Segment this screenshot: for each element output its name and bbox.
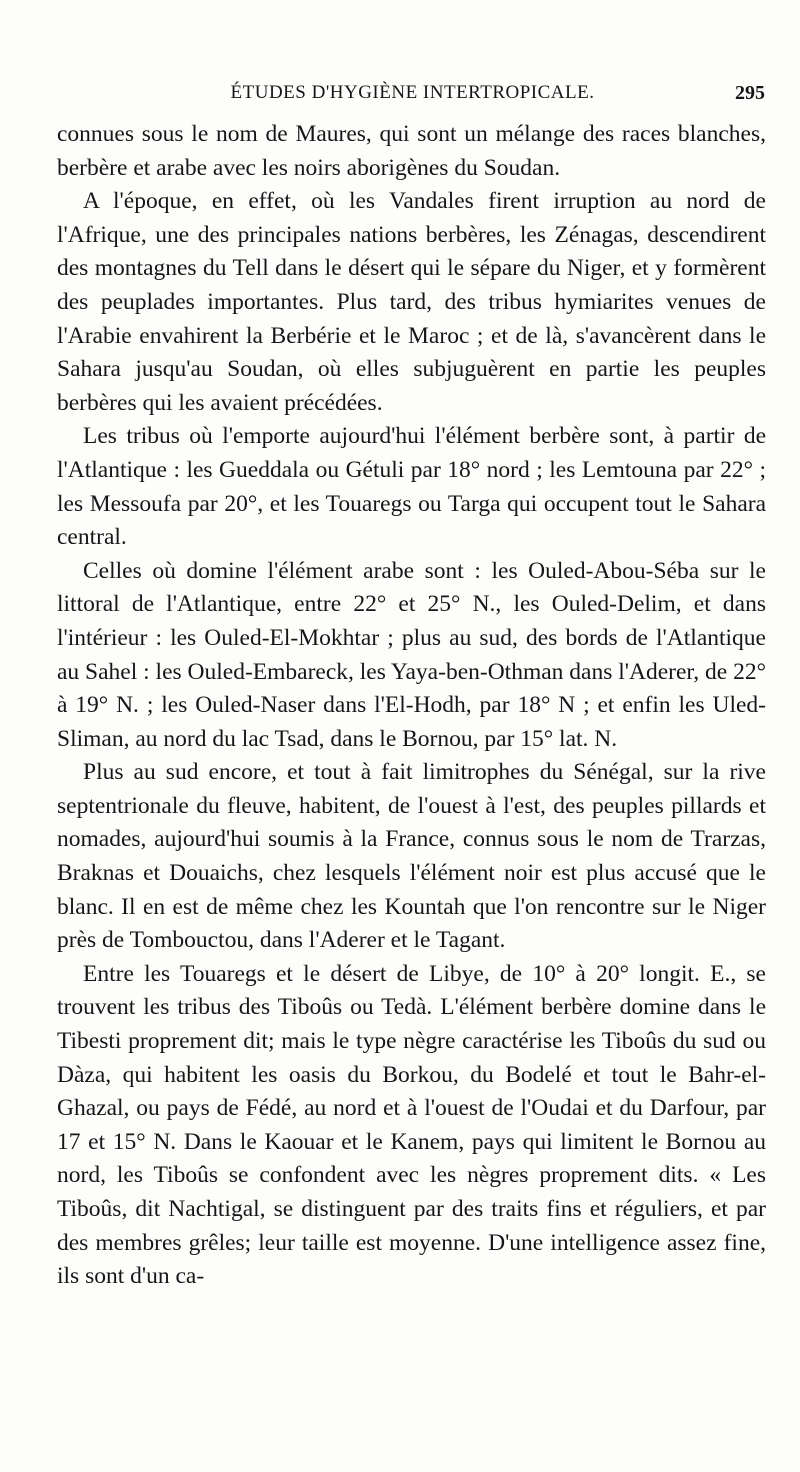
paragraph-5: Plus au sud encore, et tout à fait limitrophes du Sénégal, sur la rive septentrionale du fleuve, habitent, de l'ouest à l'est, des peuples pillards et nomades, aujourd'hui soumis à la France, connus sous le nom de Trarzas, Braknas et Douaichs, chez lesquels l'élément noir est plus accusé que le blanc. Il en est de même chez les Kountah que l'on rencontre sur le Niger près de Tombouctou, dans l'Aderer et le Tagant. <box>57 759 766 954</box>
running-title: ÉTUDES D'HYGIÈNE INTERTROPICALE. <box>230 82 595 103</box>
paragraph-4: Celles où domine l'élément arabe sont : les Ouled-Abou-Séba sur le littoral de l'Atlantique, entre 22° et 25° N., les Ouled-Delim, et dans l'intérieur : les Ouled-El-Mokhtar ; plus au sud, des bords de l'Atlantique au Sahel : les Ouled-Embareck, les Yaya-ben-Othman dans l'Aderer, de 22° à 19° N. ; les Ouled-Naser dans l'El-Hodh, par 18° N ; et enfin les Uled-Sliman, au nord du lac Tsad, dans le Bornou, par 15° lat. N. <box>57 557 766 752</box>
running-head <box>60 78 765 108</box>
paragraph-2: A l'époque, en effet, où les Vandales firent irruption au nord de l'Afrique, une des principales nations berbères, les Zénagas, descendirent des montagnes du Tell dans le désert qui le sépare du Niger, et y formèrent des peuplades importantes. Plus tard, des tribus hymiarites venues de l'Arabie envahirent la Berbérie et le Maroc ; et de là, s'avancèrent dans le Sahara jusqu'au Soudan, où elles subjuguèrent en partie les peuples berbères qui les avaient précédées. <box>57 188 766 416</box>
page-number: 295 <box>735 82 765 104</box>
paragraph-6: Entre les Touaregs et le désert de Libye, de 10° à 20° longit. E., se trouvent les tribus des Tiboûs ou Tedà. L'élément berbère domine dans le Tibesti proprement dit; mais le type nègre caractérise les Tiboûs du sud ou Dàza, qui habitent les oasis du Borkou, du Bodelé et tout le Bahr-el-Ghazal, ou pays de Fédé, au nord et à l'ouest de l'Oudai et du Darfour, par 17 et 15° N. Dans le Kaouar et le Kanem, pays qui limitent le Bornou au nord, les Tiboûs se confondent avec les nègres proprement dits. « Les Tiboûs, dit Nachtigal, se distinguent par des traits fins et réguliers, et par des membres grêles; leur taille est moyenne. D'une intelligence assez fine, ils sont d'un ca- <box>57 960 766 1290</box>
body-text <box>57 118 766 1294</box>
paragraph-3: Les tribus où l'emporte aujourd'hui l'élément berbère sont, à partir de l'Atlantique : les Gueddala ou Gétuli par 18° nord ; les Lemtouna par 22° ; les Messoufa par 20°, et les Touaregs ou Targa qui occupent tout le Sahara central. <box>57 423 766 551</box>
paragraph-1: connues sous le nom de Maures, qui sont un mélange des races blanches, berbère et arabe avec les noirs aborigènes du Soudan. <box>57 121 766 181</box>
